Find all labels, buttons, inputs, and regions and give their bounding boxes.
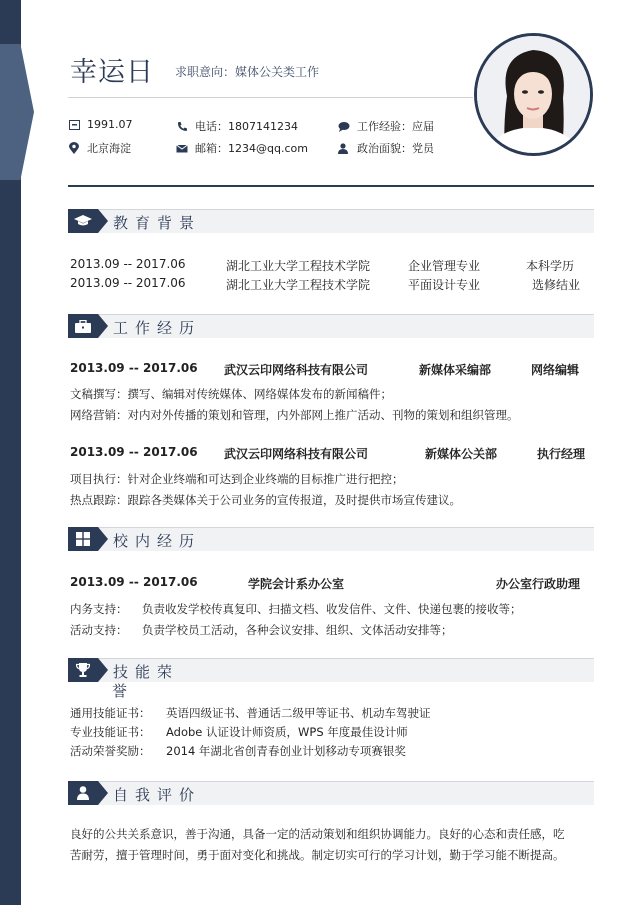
self-eval-text bbox=[70, 824, 590, 866]
edu-date-1: 2013.09 -- 2017.06 bbox=[70, 257, 186, 271]
section-campus bbox=[68, 527, 594, 551]
trophy-icon bbox=[68, 658, 98, 682]
politics-text: 政治面貌：党员 bbox=[357, 142, 434, 155]
birth-date: 1991.07 bbox=[87, 118, 133, 131]
location-text: 北京海淀 bbox=[87, 142, 131, 155]
skill-label-1: 通用技能证书： bbox=[70, 706, 151, 720]
skill-text-2: Adobe 认证设计师资质，WPS 年度最佳设计师 bbox=[166, 725, 408, 739]
campus-label-2: 活动支持： bbox=[70, 623, 128, 637]
skill-label-3: 活动荣誉奖励： bbox=[70, 744, 151, 758]
self-eval-line: 良好的公共关系意识，善于沟通，具备一定的活动策划和组织协调能力。良好的心态和责任感，吃 bbox=[70, 827, 565, 841]
edu-degree-1: 本科学历 bbox=[526, 259, 575, 273]
briefcase-icon bbox=[68, 314, 98, 338]
edu-degree-2: 选修结业 bbox=[532, 278, 581, 292]
work-role-2: 执行经理 bbox=[537, 447, 586, 461]
work-date-1: 2013.09 -- 2017.06 bbox=[70, 361, 198, 375]
campus-org: 学院会计系办公室 bbox=[248, 577, 345, 591]
work-date-2: 2013.09 -- 2017.06 bbox=[70, 445, 198, 459]
person-icon bbox=[338, 142, 350, 154]
work-line: 网络营销：对内对外传播的策划和管理，内外部网上推广活动、刊物的策划和组织管理。 bbox=[70, 408, 519, 422]
header-divider bbox=[68, 97, 473, 98]
calendar-icon bbox=[68, 119, 80, 131]
section-education bbox=[68, 209, 594, 233]
work-dept-1: 新媒体采编部 bbox=[419, 363, 492, 377]
header-rule bbox=[68, 185, 594, 187]
section-skills bbox=[68, 658, 594, 682]
phone-info bbox=[176, 118, 298, 134]
location-info bbox=[68, 140, 131, 156]
section-title: 自我评价 bbox=[113, 786, 202, 804]
work-desc-1 bbox=[70, 384, 590, 426]
campus-role: 办公室行政助理 bbox=[496, 577, 581, 591]
work-role-1: 网络编辑 bbox=[531, 363, 580, 377]
edu-major-1: 企业管理专业 bbox=[408, 259, 481, 273]
job-intent: 求职意向：媒体公关类工作 bbox=[175, 65, 320, 79]
section-title: 教育背景 bbox=[113, 214, 202, 232]
section-title: 工作经历 bbox=[113, 319, 202, 337]
user-icon bbox=[68, 781, 98, 805]
work-company-2: 武汉云印网络科技有限公司 bbox=[224, 447, 369, 461]
candidate-name: 幸运日 bbox=[70, 57, 154, 88]
campus-label-1: 内务支持： bbox=[70, 602, 128, 616]
skill-label-2: 专业技能证书： bbox=[70, 725, 151, 739]
campus-date: 2013.09 -- 2017.06 bbox=[70, 575, 198, 589]
email-text: 邮箱：1234@qq.com bbox=[195, 142, 308, 155]
section-self-eval bbox=[68, 781, 594, 805]
chat-icon bbox=[338, 120, 350, 132]
work-line: 项目执行：针对企业终端和可达到企业终端的目标推广进行把控； bbox=[70, 472, 404, 486]
section-work bbox=[68, 314, 594, 338]
edu-major-2: 平面设计专业 bbox=[408, 278, 481, 292]
edu-date-2: 2013.09 -- 2017.06 bbox=[70, 276, 186, 290]
skill-text-3: 2014 年湖北省创青春创业计划移动专项赛银奖 bbox=[166, 744, 406, 758]
edu-school-2: 湖北工业大学工程技术学院 bbox=[226, 278, 371, 292]
work-desc-2 bbox=[70, 469, 590, 511]
skill-text-1: 英语四级证书、普通话二级甲等证书、机动车驾驶证 bbox=[166, 706, 431, 720]
email-info bbox=[176, 140, 308, 156]
experience-info bbox=[338, 118, 434, 134]
section-title-wrap: 誉 bbox=[112, 682, 128, 700]
mail-icon bbox=[176, 142, 188, 154]
sidebar-arrow-tab bbox=[0, 44, 34, 180]
work-line: 文稿撰写：撰写、编辑对传统媒体、网络媒体发布的新闻稿件； bbox=[70, 387, 392, 401]
location-pin-icon bbox=[68, 142, 80, 154]
work-line: 热点跟踪：跟踪各类媒体关于公司业务的宣传报道，及时提供市场宣传建议。 bbox=[70, 493, 461, 507]
campus-text-1: 负责收发学校传真复印、扫描文档、收发信件、文件、快递包裹的接收等； bbox=[142, 602, 522, 616]
work-dept-2: 新媒体公关部 bbox=[425, 447, 498, 461]
profile-photo bbox=[474, 33, 593, 156]
experience-text: 工作经验：应届 bbox=[357, 120, 434, 133]
section-title: 校内经历 bbox=[113, 532, 202, 550]
birth-info bbox=[68, 118, 133, 131]
windows-icon bbox=[68, 527, 98, 551]
edu-school-1: 湖北工业大学工程技术学院 bbox=[226, 259, 371, 273]
campus-text-2: 负责学校员工活动，各种会议安排、组织、文体活动安排等； bbox=[142, 623, 453, 637]
work-company-1: 武汉云印网络科技有限公司 bbox=[224, 363, 369, 377]
phone-icon bbox=[176, 120, 188, 132]
section-title: 技能荣 bbox=[113, 663, 180, 681]
phone-number: 电话：1807141234 bbox=[195, 120, 298, 133]
graduation-cap-icon bbox=[68, 209, 98, 233]
self-eval-line: 苦耐劳，擅于管理时间，勇于面对变化和挑战。制定切实可行的学习计划，勤于学习能不断提高。 bbox=[70, 848, 565, 862]
politics-info bbox=[338, 140, 434, 156]
